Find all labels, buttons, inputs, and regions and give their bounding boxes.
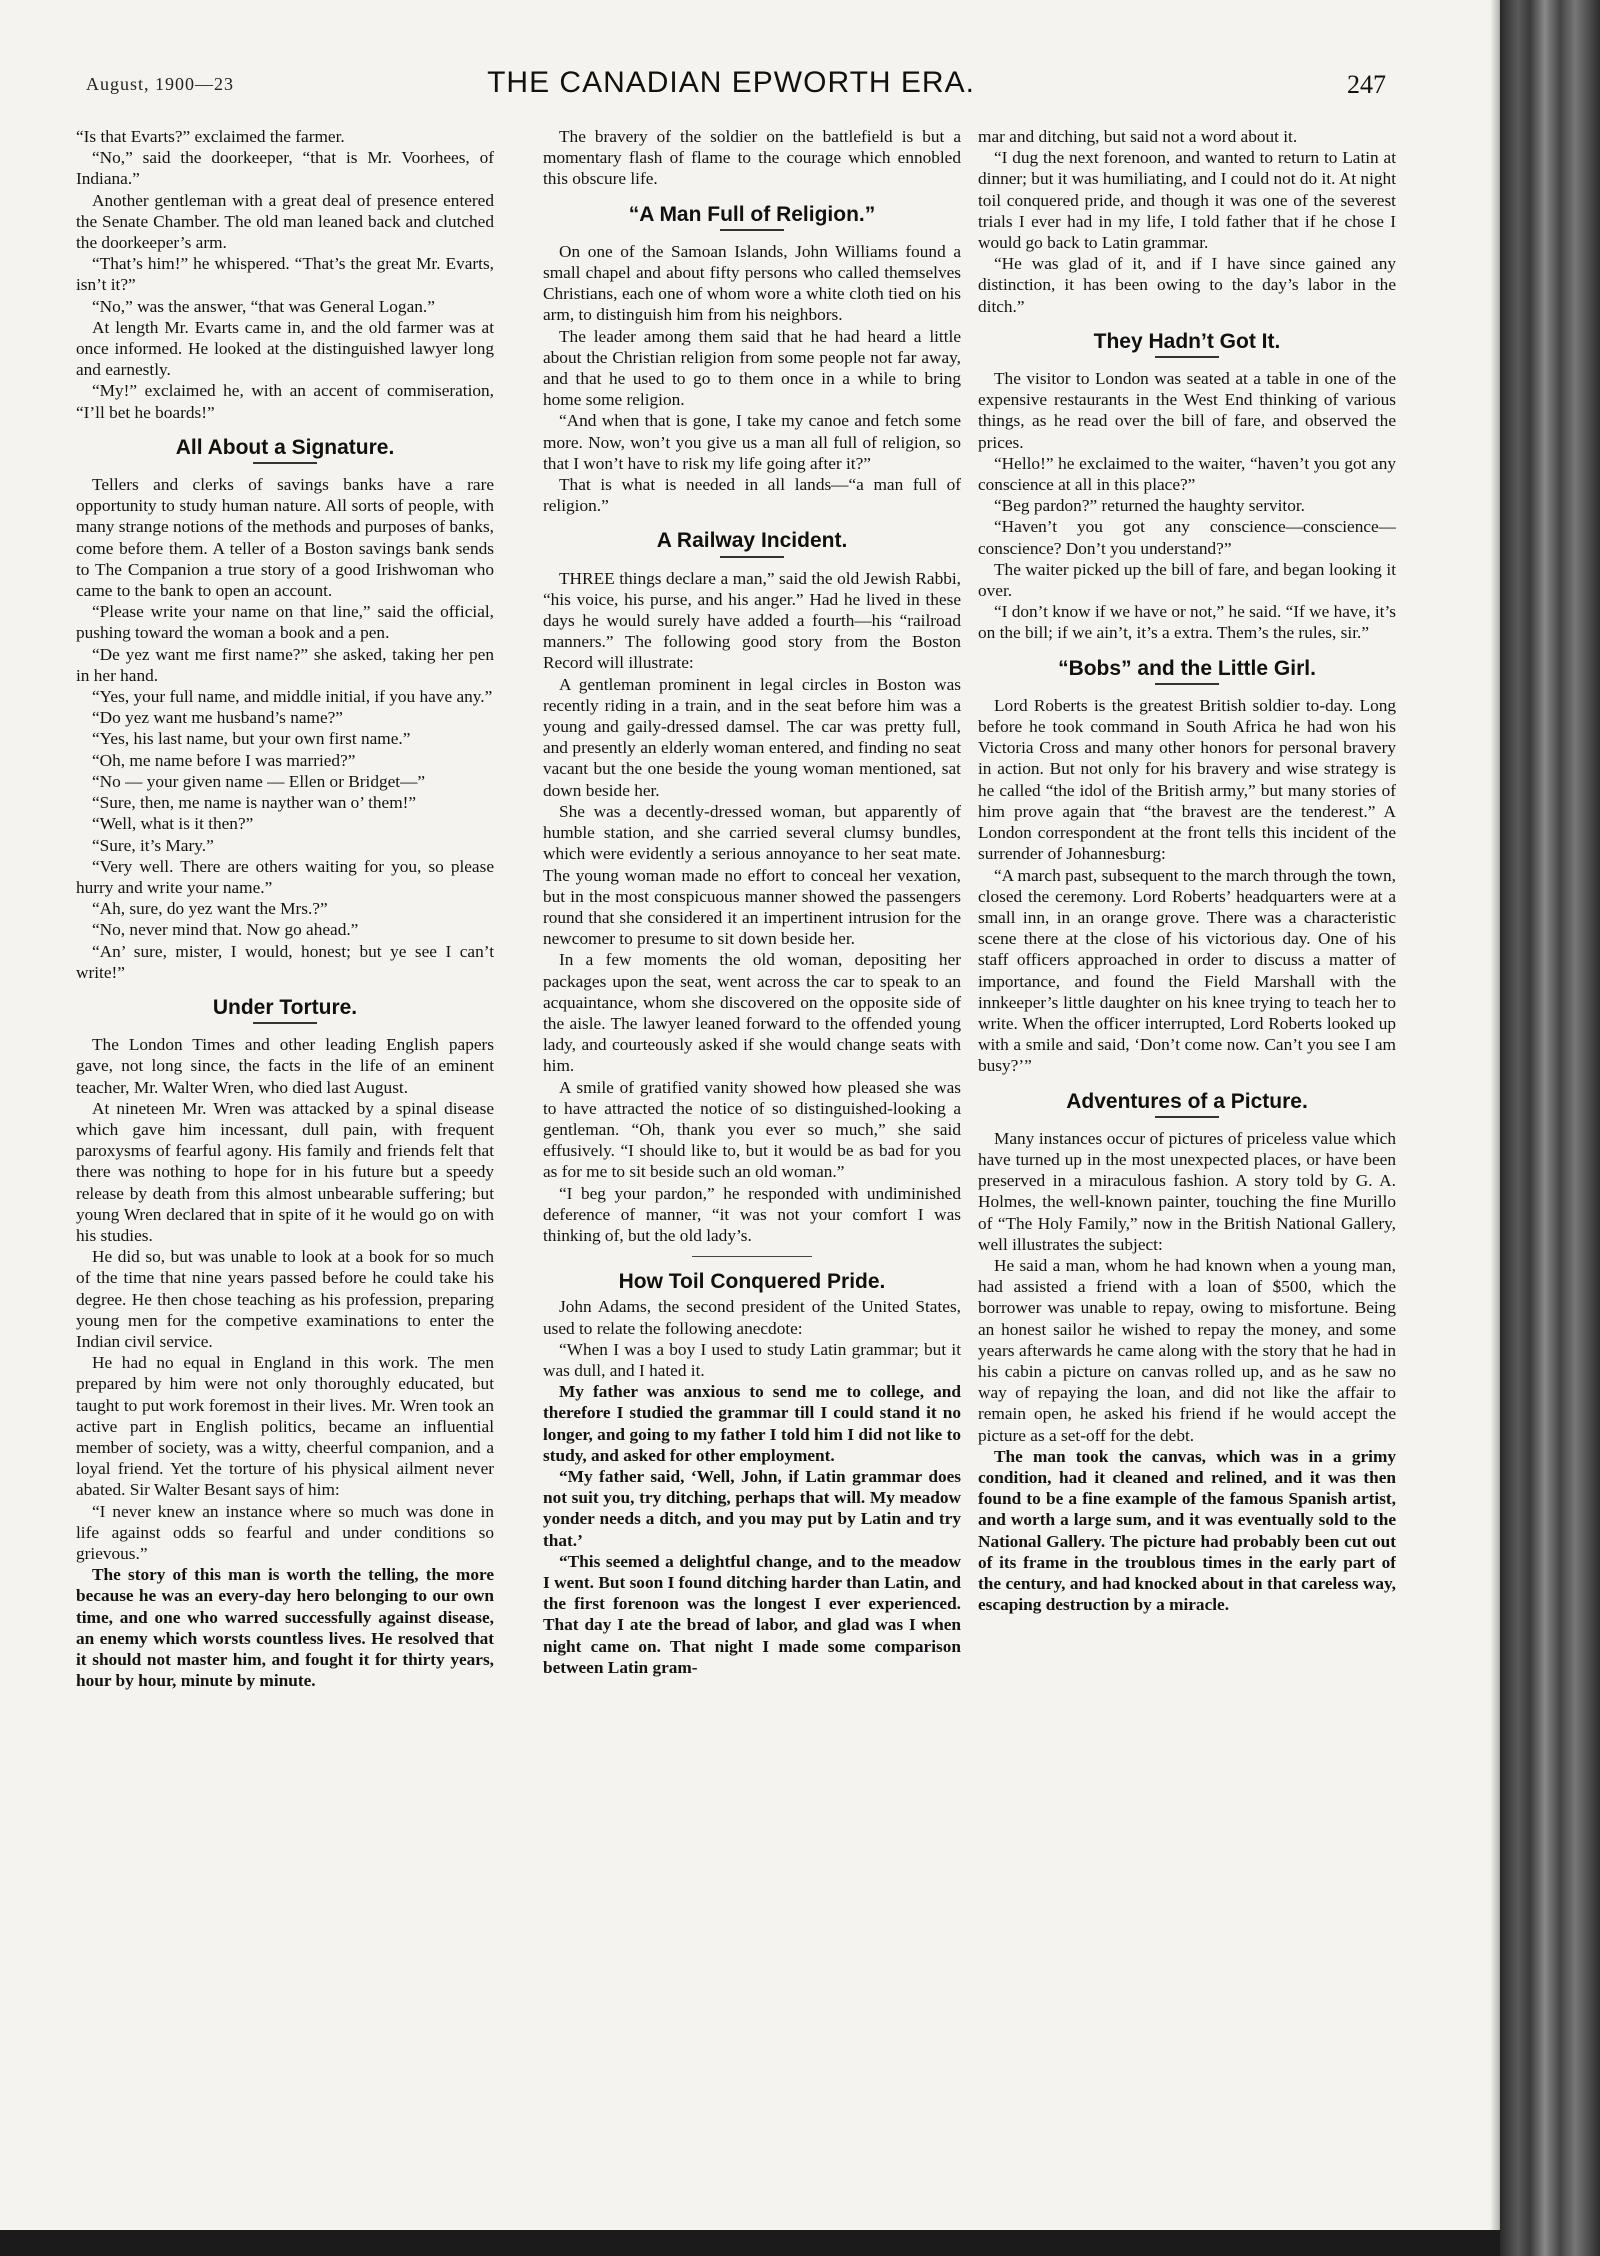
paragraph: The visitor to London was seated at a table in one of the expensive restaurants in the West End thinking of various things, as he read over the bill of fare, and observed the prices. xyxy=(978,369,1396,452)
separator xyxy=(692,1256,812,1257)
article-title-torture: Under Torture. xyxy=(212,995,358,1019)
paragraph: “Haven’t you got any conscience—conscience—conscience? Don’t you understand?” xyxy=(978,517,1396,558)
paragraph: The story of this man is worth the telling, the more because he was an every-day hero belonging to our own time, and one who warred successfully against disease, an enemy which worsts countless lives. He resolved that it should not master him, and fought it for thirty years, hour by hour, minute by minute. xyxy=(76,1565,494,1691)
paragraph: At length Mr. Evarts came in, and the old farmer was at once informed. He looked at the distinguished lawyer long and earnestly. xyxy=(76,317,494,380)
page-header xyxy=(76,64,1386,108)
paragraph: “Well, what is it then?” xyxy=(92,814,254,834)
paragraph: “Ah, sure, do yez want the Mrs.?” xyxy=(92,899,328,919)
paragraph: “No — your given name — Ellen or Bridget—” xyxy=(92,771,426,791)
column-middle xyxy=(543,126,961,2186)
paragraph: That is what is needed in all lands—“a man full of religion.” xyxy=(543,475,961,516)
paragraph: “Yes, your full name, and middle initial, if you have any.” xyxy=(92,687,493,707)
paragraph: She was a decently-dressed woman, but apparently of humble station, and she carried several clumsy bundles, which were evidently a serious annoyance to her seat mate. The young woman made no effort to conceal her vexation, but in the most conspicuous manner showed the passengers round that she considered it an impertinent intrusion for the newcomer to presume to sit down beside her. xyxy=(543,801,961,949)
article-title-hadnt-got-it: They Hadn’t Got It. xyxy=(1093,329,1281,353)
title-rule xyxy=(253,462,317,464)
title-rule xyxy=(1155,683,1219,685)
paragraph: “Yes, his last name, but your own first name.” xyxy=(92,729,411,749)
book-spine xyxy=(1500,0,1600,2256)
paragraph: “Hello!” he exclaimed to the waiter, “haven’t you got any conscience at all in this place?” xyxy=(978,453,1396,495)
paragraph: “A march past, subsequent to the march through the town, closed the ceremony. Lord Roberts’ headquarters were at a small inn, in an orange grove. There was a characteristic scene there at the close of his victorious day. One of his staff officers approached in order to discuss a matter of importance, and found the Field Marshall with the innkeeper’s little daughter on his knee trying to teach her to write. When the officer interrupted, Lord Roberts looked up with a smile and said, ‘Don’t come now. Can’t you see I am busy?’” xyxy=(978,865,1396,1076)
paragraph: Tellers and clerks of savings banks have a rare opportunity to study human nature. All sorts of people, with many strange notions of the methods and purposes of banks, come before them. A teller of a Boston savings bank sends to The Companion a true story of a good Irishwoman who came to the bank to open an account. xyxy=(76,475,494,601)
article-title-bobs: “Bobs” and the Little Girl. xyxy=(1058,656,1316,680)
paragraph: He said a man, whom he had known when a young man, had assisted a friend with a loan of $500, which the borrower was unable to repay, owing to misfortune. Being an honest sailor he wished to repay the money, and some years afterwards he came along with the story that he had in his cabin a picture on canvas rolled up, and as he saw no way of repaying the loan, and did not like the affair to remain open, he asked his friend if he would accept the picture as a set-off for the debt. xyxy=(978,1255,1396,1445)
paragraph: “Sure, it’s Mary.” xyxy=(92,835,214,855)
bold-passage xyxy=(543,1381,961,1678)
paragraph: “Oh, me name before I was married?” xyxy=(92,750,356,770)
paragraph: Another gentleman with a great deal of presence entered the Senate Chamber. The old man leaned back and clutched the doorkeeper’s arm. xyxy=(76,190,494,253)
title-rule xyxy=(1155,1116,1219,1118)
paragraph: He had no equal in England in this work. The men prepared by him were not only thoroughly educated, but taught to put work foremost in their lives. Mr. Wren took an active part in English politics, became an influential member of society, was a witty, cheerful companion, and a loyal friend. Yet the torture of his physical ailment never abated. Sir Walter Besant says of him: xyxy=(76,1353,494,1500)
article-title-signature: All About a Signature. xyxy=(175,435,395,459)
paragraph: “No, never mind that. Now go ahead.” xyxy=(92,920,359,940)
page-number: 247 xyxy=(1347,70,1386,99)
paragraph: “Do yez want me husband’s name?” xyxy=(92,708,343,728)
paragraph: “Please write your name on that line,” said the official, pushing toward the woman a book and a pen. xyxy=(76,602,494,643)
paragraph: “An’ sure, mister, I would, honest; but ye see I can’t write!” xyxy=(76,941,494,982)
paragraph: “He was glad of it, and if I have since gained any distinction, it has been owing to the day’s labor in the ditch.” xyxy=(978,254,1396,316)
bold-passage xyxy=(76,1564,494,1691)
magazine-title: THE CANADIAN EPWORTH ERA. xyxy=(487,66,975,99)
paragraph: My father was anxious to send me to college, and therefore I studied the grammar till I could stand it no longer, and going to my father I told him I did not like to study, and asked for other employment. xyxy=(543,1382,961,1465)
paragraph: The leader among them said that he had heard a little about the Christian religion from some people not far away, and that he used to go to them once in a while to bring home some religion. xyxy=(543,326,961,410)
title-rule xyxy=(253,1022,317,1024)
paragraph: He did so, but was unable to look at a book for so much of the time that nine years passed before he could take his degree. He then chose teaching as his profession, preparing young men for the competive examinations to enter the Indian civil service. xyxy=(76,1247,494,1351)
paragraph: The man took the canvas, which was in a grimy condition, had it cleaned and relined, and it was then found to be a fine example of the famous Spanish artist, and worth a large sum, and it was eventually sold to the National Gallery. The picture had probably been cut out of its frame in the troublous times in the early part of the century, and had knocked about in that careless way, escaping destruction by a miracle. xyxy=(978,1446,1396,1615)
paragraph: “Sure, then, me name is nayther wan o’ them!” xyxy=(92,793,417,813)
column-right xyxy=(978,126,1396,2186)
paragraph: On one of the Samoan Islands, John Williams found a small chapel and about fifty persons who called themselves Christians, each one of whom wore a white cloth tied on his arm, to distinguish him from his neighbors. xyxy=(543,241,961,325)
paragraph: Many instances occur of pictures of priceless value which have turned up in the most unexpected places, or have been preserved in a miraculous fashion. A story told by G. A. Holmes, the well-known painter, touching the fine Murillo of “The Holy Family,” now in the British National Gallery, well illustrates the subject: xyxy=(978,1128,1396,1254)
paragraph: THREE things declare a man,” said the old Jewish Rabbi, “his voice, his purse, and his anger.” Had he lived in these days he would surely have added a fourth—his “railroad manners.” The following good story from the Boston Record will illustrate: xyxy=(543,568,961,673)
paragraph: “When I was a boy I used to study Latin grammar; but it was dull, and I hated it. xyxy=(543,1339,961,1380)
article-title-religion: “A Man Full of Religion.” xyxy=(628,202,876,226)
paragraph: “My father said, ‘Well, John, if Latin grammar does not suit you, try ditching, perhaps that will. My meadow yonder needs a ditch, and you may put by Latin and try that.’ xyxy=(543,1466,961,1550)
paragraph: “And when that is gone, I take my canoe and fetch some more. Now, won’t you give us a man all full of religion, so that I won’t have to risk my life going after it?” xyxy=(543,411,961,473)
paragraph: “Is that Evarts?” exclaimed the farmer. xyxy=(76,127,345,146)
paragraph: “I dug the next forenoon, and wanted to return to Latin at dinner; but it was humiliating, and I could not do it. At night toil conquered pride, and though it was one of the severest trials I ever had in my life, I told father that if he chose I would go back to Latin grammar. xyxy=(978,148,1396,253)
paragraph: mar and ditching, but said not a word about it. xyxy=(978,127,1298,146)
article-title-picture: Adventures of a Picture. xyxy=(1066,1089,1308,1113)
paragraph: “That’s him!” he whispered. “That’s the great Mr. Evarts, isn’t it?” xyxy=(76,254,494,295)
paragraph: John Adams, the second president of the United States, used to relate the following anecdote: xyxy=(543,1297,961,1338)
paragraph: “I never knew an instance where so much was done in life against odds so fearful and under conditions so grievous.” xyxy=(76,1501,494,1563)
article-title-railway: A Railway Incident. xyxy=(656,529,848,553)
column-left xyxy=(76,126,494,2186)
paragraph: The bravery of the soldier on the battlefield is but a momentary flash of flame to the courage which ennobled this obscure life. xyxy=(543,127,961,189)
paragraph: In a few moments the old woman, depositing her packages upon the seat, went across the car to speak to an acquaintance, whom she discovered on the opposite side of the aisle. The lawyer leaned forward to the offended young lady, and courteously asked if she would change seats with him. xyxy=(543,950,961,1076)
title-rule xyxy=(720,229,784,231)
paragraph: “No,” said the doorkeeper, “that is Mr. Voorhees, of Indiana.” xyxy=(76,148,494,189)
paragraph: “De yez want me first name?” she asked, taking her pen in her hand. xyxy=(76,644,494,685)
title-rule xyxy=(1155,356,1219,358)
bold-passage xyxy=(978,1446,1396,1616)
article-title-toil: How Toil Conquered Pride. xyxy=(618,1270,886,1294)
paragraph: A smile of gratified vanity showed how pleased she was to have attracted the notice of so distinguished-looking a gentleman. “Oh, thank you ever so much,” she said effusively. “I should like to, but it would be as bad for you as for me to sit beside such an old woman.” xyxy=(543,1077,961,1182)
title-rule xyxy=(720,556,784,558)
paragraph: “No,” was the answer, “that was General Logan.” xyxy=(92,296,435,316)
paragraph: “Very well. There are others waiting for you, so please hurry and write your name.” xyxy=(76,856,494,897)
paragraph: The waiter picked up the bill of fare, and began looking it over. xyxy=(978,559,1396,601)
paragraph: “I don’t know if we have or not,” he said. “If we have, it’s on the bill; if we ain’t, it’s a extra. Them’s the rules, sir.” xyxy=(978,602,1396,643)
paragraph: The London Times and other leading English papers gave, not long since, the facts in the life of an eminent teacher, Mr. Walter Wren, who died last August. xyxy=(76,1035,494,1097)
paragraph: “I beg your pardon,” he responded with undiminished deference of manner, “it was not your comfort I was thinking of, but the old lady’s. xyxy=(543,1183,961,1245)
paragraph: “This seemed a delightful change, and to the meadow I went. But soon I found ditching harder than Latin, and the first forenoon was the longest I ever experienced. That day I ate the bread of labor, and glad was I when night came on. That night I made some comparison between Latin gram- xyxy=(543,1551,961,1677)
paragraph: “My!” exclaimed he, with an accent of commiseration, “I’ll bet he boards!” xyxy=(76,381,494,422)
paragraph: Lord Roberts is the greatest British soldier to-day. Long before he took command in South Africa he had won his Victoria Cross and many other honors for personal bravery in action. But not only for his bravery and wise strategy is he called “the idol of the British army,” but many stories of him prove again that “the bravest are the tenderest.” A London correspondent at the front tells this incident of the surrender of Johannesburg: xyxy=(978,695,1396,864)
issue-date: August, 1900—23 xyxy=(86,74,235,94)
paragraph: “Beg pardon?” returned the haughty servitor. xyxy=(994,496,1305,516)
paragraph: At nineteen Mr. Wren was attacked by a spinal disease which gave him incessant, dull pain, with frequent paroxysms of fearful agony. His family and friends felt that there was nothing to hope for in his future but a speedy release by death from this almost unbearable suffering; but young Wren declared that in spite of it he would go on with his studies. xyxy=(76,1098,494,1245)
paragraph: A gentleman prominent in legal circles in Boston was recently riding in a train, and in the seat before him was a young and gaily-dressed damsel. The car was pretty full, and presently an elderly woman entered, and finding no seat vacant but the one beside the young woman mentioned, sat down beside her. xyxy=(543,674,961,800)
